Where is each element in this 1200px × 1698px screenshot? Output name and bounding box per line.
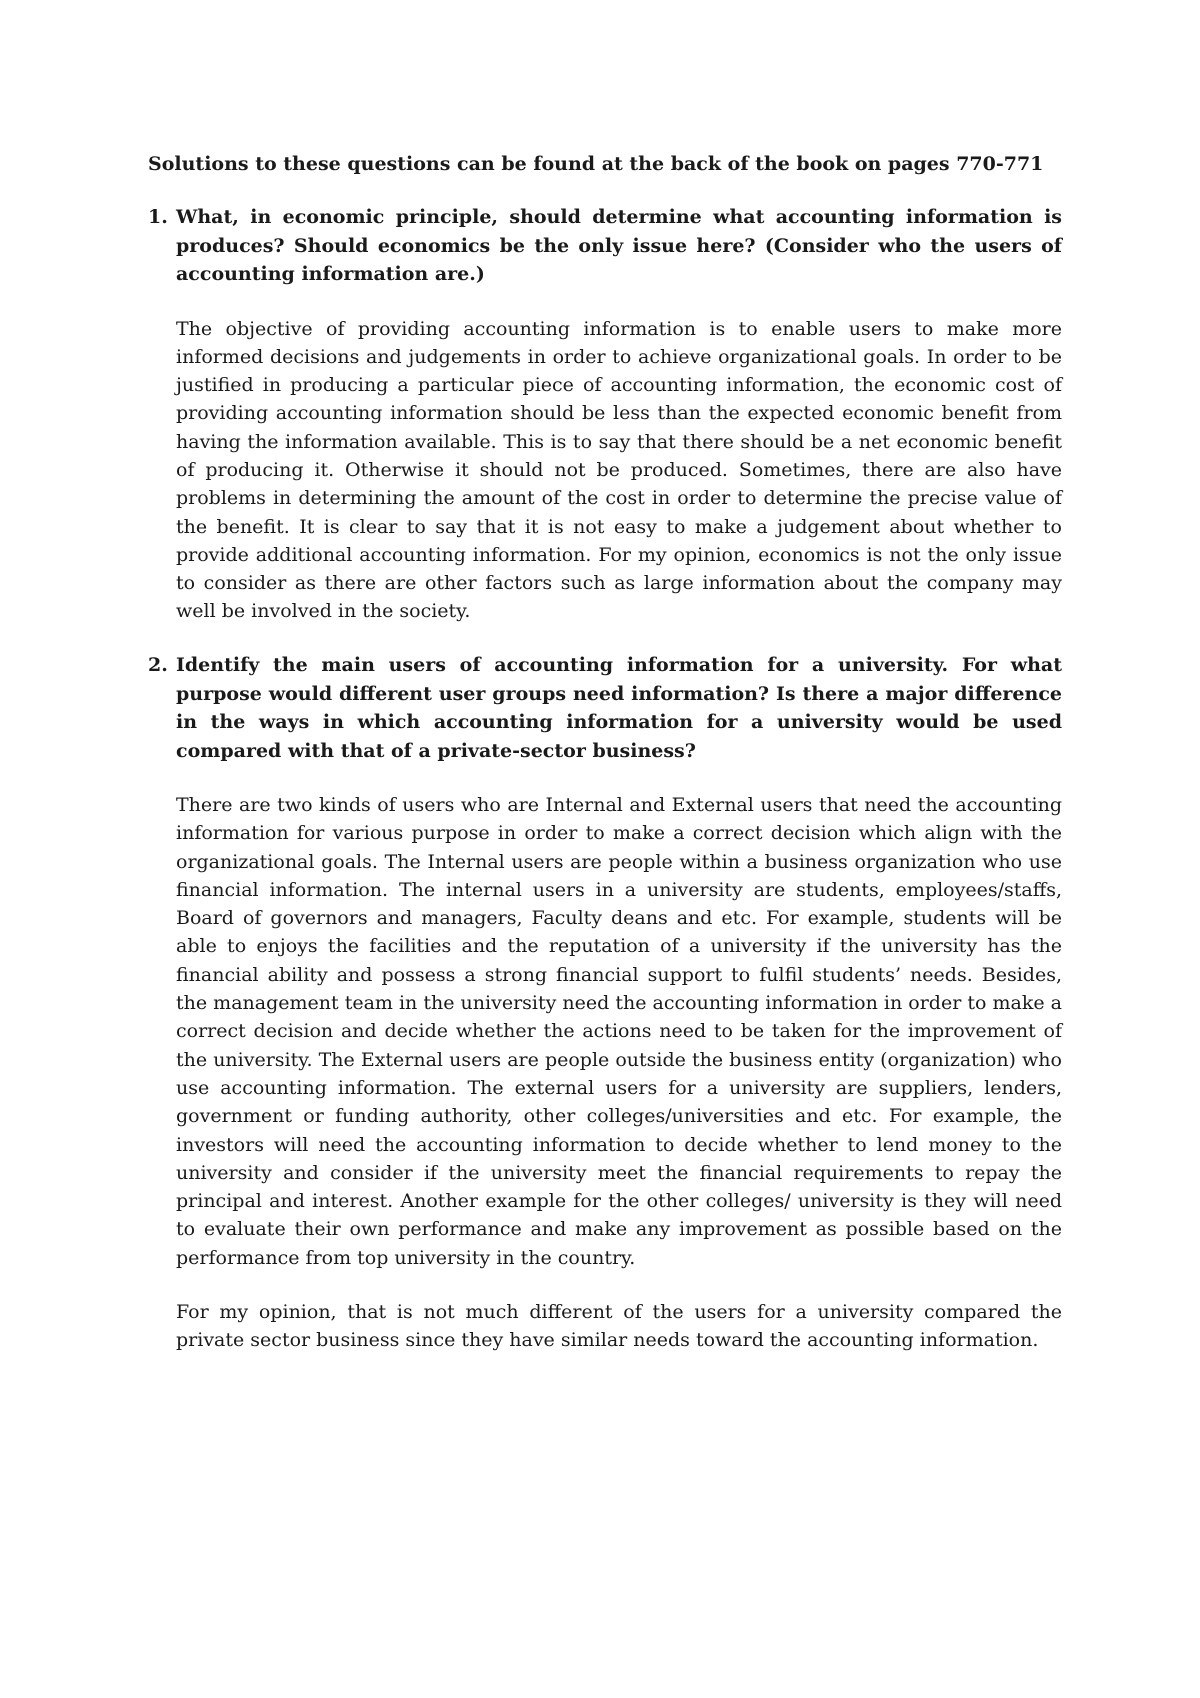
question-number: 2. xyxy=(148,654,168,676)
question-text: Identify the main users of accounting information for a university. For what purpose would different user groups need information? Is there a major difference in the ways in which accounting information for a university would be used compared with that of a private-sector business? xyxy=(176,654,1062,762)
question-heading xyxy=(148,203,1062,289)
question-2 xyxy=(148,651,1062,1381)
answer-block xyxy=(176,791,1062,1355)
question-text: What, in economic principle, should determine what accounting information is produces? Should economics be the only issue here? (Consider who the users of accounting information are.) xyxy=(176,206,1062,285)
answer-paragraph: For my opinion, that is not much different of the users for a university compared the private sector business since they have similar needs toward the accounting information. xyxy=(176,1301,1062,1352)
question-heading xyxy=(148,651,1062,765)
answer-paragraph: There are two kinds of users who are Internal and External users that need the accounting information for various purpose in order to make a correct decision which align with the organizational goals. The Internal users are people within a business organization who use financial information. The internal users in a university are students, employees/staffs, Board of governors and managers, Faculty deans and etc. For example, students will be able to enjoys the facilities and the reputation of a university if the university has the financial ability and possess a strong financial support to fulfil students’ needs. Besides, the management team in the university need the accounting information in order to make a correct decision and decide whether the actions need to be taken for the improvement of the university. The External users are people outside the business entity (organization) who use accounting information. The external users for a university are suppliers, lenders, government or funding authority, other colleges/universities and etc. For example, the investors will need the accounting information to decide whether to lend money to the university and consider if the university meet the financial requirements to repay the principal and interest. Another example for the other colleges/ university is they will need to evaluate their own performance and make any improvement as possible based on the performance from top university in the country. xyxy=(176,794,1062,1269)
intro-heading: Solutions to these questions can be found at the back of the book on pages 770-771 xyxy=(148,153,1044,175)
answer-block xyxy=(176,315,1062,626)
question-number: 1. xyxy=(148,206,168,228)
answer-paragraph: The objective of providing accounting information is to enable users to make more informed decisions and judgements in order to achieve organizational goals. In order to be justified in producing a particular piece of accounting information, the economic cost of providing accounting information should be less than the expected economic benefit from having the information available. This is to say that there should be a net economic benefit of producing it. Otherwise it should not be produced. Sometimes, there are also have problems in determining the amount of the cost in order to determine the precise value of the benefit. It is clear to say that it is not easy to make a judgement about whether to provide additional accounting information. For my opinion, economics is not the only issue to consider as there are other factors such as large information about the company may well be involved in the society. xyxy=(176,317,1062,623)
question-1 xyxy=(148,203,1062,652)
